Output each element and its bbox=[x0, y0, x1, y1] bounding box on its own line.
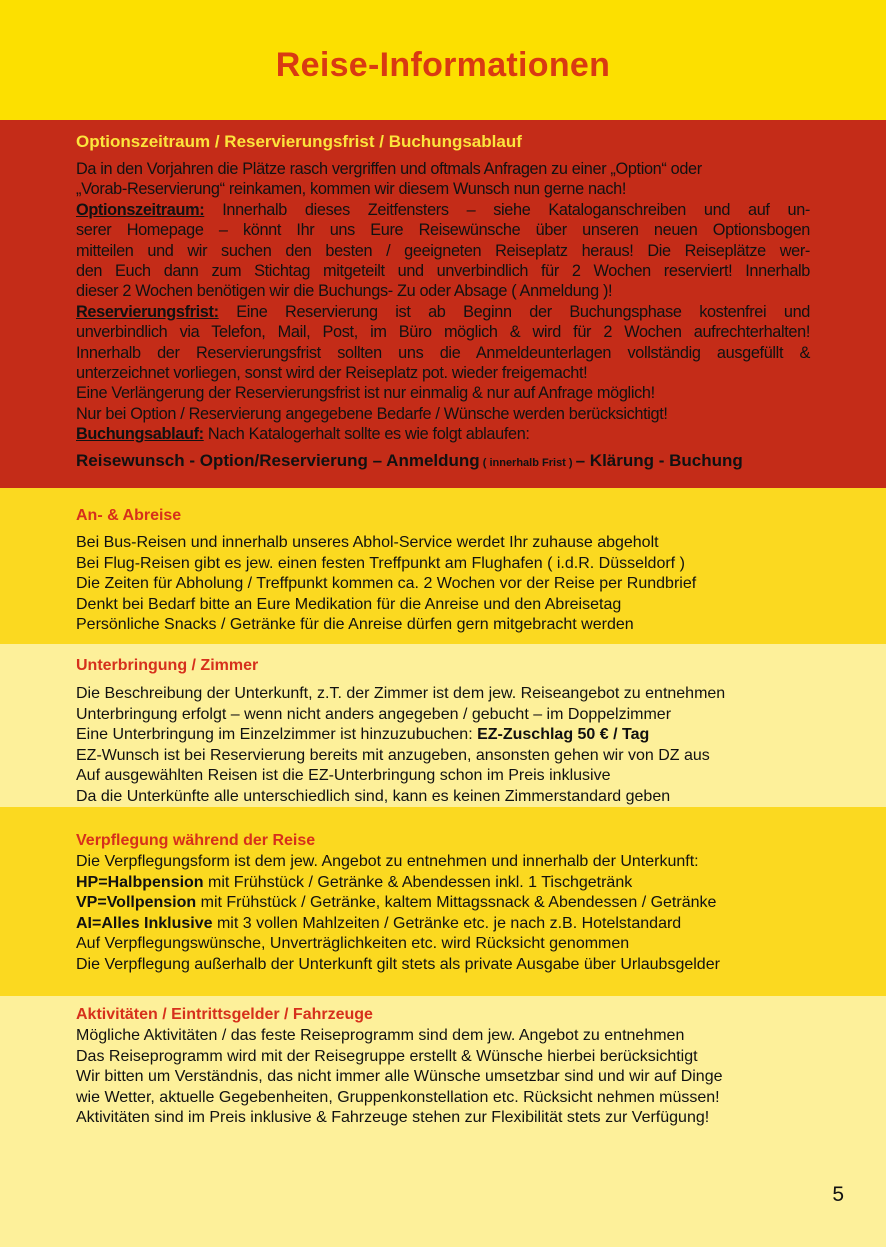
section-anreise bbox=[0, 488, 886, 644]
text-line: Auf Verpflegungswünsche, Unverträglichkeiten etc. wird Rücksicht genommen bbox=[76, 935, 630, 952]
section-verpflegung bbox=[0, 807, 886, 996]
text-line: Unterbringung erfolgt – wenn nicht anders angegeben / gebucht – im Doppelzimmer bbox=[76, 705, 672, 723]
text-line: Da die Unterkünfte alle unterschiedlich sind, kann es keinen Zimmerstandard geben bbox=[76, 787, 671, 805]
text-line: Bei Bus-Reisen und innerhalb unseres Abhol-Service werdet Ihr zuhause abgeholt bbox=[76, 534, 659, 551]
text-line: Innerhalb der Reservierungsfrist sollten uns die Anmeldeunterlagen vollständig ausgefüllt & bbox=[76, 343, 810, 362]
text-line: Die Beschreibung der Unterkunft, z.T. der Zimmer ist dem jew. Reiseangebot zu entnehmen bbox=[76, 685, 726, 702]
text-line: dieser 2 Wochen benötigen wir die Buchungs- Zu oder Absage ( Anmeldung )! bbox=[76, 282, 613, 301]
text-line: Die Zeiten für Abholung / Treffpunkt kommen ca. 2 Wochen vor der Reise per Rundbrief bbox=[76, 575, 697, 592]
text-line: Mögliche Aktivitäten / das feste Reiseprogramm sind dem jew. Angebot zu entnehmen bbox=[76, 1027, 685, 1044]
text-line: Wir bitten um Verständnis, das nicht immer alle Wünsche umsetzbar sind und wir auf Dinge bbox=[76, 1068, 723, 1085]
text-line: „Vorab-Reservierung“ reinkamen, kommen wir diesem Wunsch nun gerne nach! bbox=[76, 180, 627, 199]
text-line: den Euch dann zum Stichtag mitgeteilt und unverbindlich für 2 Wochen reserviert! Innerhalb bbox=[76, 262, 810, 281]
page-header bbox=[0, 0, 886, 120]
buchungsablauf-label: Buchungsablauf: bbox=[76, 425, 204, 444]
text-line: Denkt bei Bedarf bitte an Eure Medikation für die Anreise und den Abreisetag bbox=[76, 595, 622, 613]
text-line: Auf ausgewählten Reisen ist die EZ-Unterbringung schon im Preis inklusive bbox=[76, 767, 611, 784]
text-line: Bei Flug-Reisen gibt es jew. einen festen Treffpunkt am Flughafen ( i.d.R. Düsseldorf ) bbox=[76, 554, 685, 572]
text-line: Nur bei Option / Reservierung angegebene Bedarfe / Wünsche werden berücksichtigt! bbox=[76, 404, 668, 423]
page-title: Reise-Informationen bbox=[275, 46, 611, 84]
text-line: Eine Verlängerung der Reservierungsfrist ist nur einmalig & nur auf Anfrage möglich! bbox=[76, 384, 655, 403]
optionszeitraum-label: Optionszeitraum: bbox=[76, 200, 205, 219]
text-line: Buchungsablauf: Nach Katalogerhalt sollte es wie folgt ablaufen: bbox=[76, 425, 530, 444]
ez-zuschlag: EZ-Zuschlag 50 € / Tag bbox=[477, 726, 650, 743]
text-line: Persönliche Snacks / Getränke für die Anreise dürfen gern mitgebracht werden bbox=[76, 616, 634, 633]
text-line: unterzeichnet vorliegen, sonst wird der Reiseplatz pot. wieder freigemacht! bbox=[76, 364, 588, 383]
section-heading: Aktivitäten / Eintrittsgelder / Fahrzeuge bbox=[76, 1006, 373, 1023]
text-line: Aktivitäten sind im Preis inklusive & Fahrzeuge stehen zur Flexibilität stets zur Verfügung! bbox=[76, 1109, 710, 1126]
text-line: Da in den Vorjahren die Plätze rasch vergriffen und oftmals Anfragen zu einer „Option“ oder bbox=[76, 160, 702, 178]
booking-flow: Reisewunsch - Option/Reservierung – Anmeldung ( innerhalb Frist ) – Klärung - Buchung bbox=[76, 450, 743, 470]
section-heading: Verpflegung während der Reise bbox=[76, 832, 316, 849]
text-line: Eine Unterbringung im Einzelzimmer ist hinzuzubuchen: EZ-Zuschlag 50 € / Tag bbox=[76, 726, 650, 743]
text-line: AI=Alles Inklusive mit 3 vollen Mahlzeiten / Getränke etc. je nach z.B. Hotelstandard bbox=[76, 914, 682, 932]
text-line: VP=Vollpension mit Frühstück / Getränke, kaltem Mittagssnack & Abendessen / Getränke bbox=[76, 894, 717, 911]
text-line: Die Verpflegung außerhalb der Unterkunft gilt stets als private Ausgabe über Urlaubsgelder bbox=[76, 955, 720, 973]
section-aktivitaeten bbox=[0, 996, 886, 1247]
text-line: Die Verpflegungsform ist dem jew. Angebot zu entnehmen und innerhalb der Unterkunft: bbox=[76, 853, 699, 870]
text-line: Optionszeitraum: Innerhalb dieses Zeitfensters – siehe Kataloganschreiben und auf un- bbox=[76, 200, 810, 219]
section-heading: An- & Abreise bbox=[76, 507, 182, 524]
text-line: unverbindlich via Telefon, Mail, Post, im Büro möglich & wird für 2 Wochen aufrechterhalten! bbox=[76, 323, 810, 342]
section-unterkunft bbox=[0, 644, 886, 807]
text-line: wie Wetter, aktuelle Gegebenheiten, Gruppenkonstellation etc. Rücksicht nehmen müssen! bbox=[76, 1088, 720, 1106]
text-line: Reservierungsfrist: Eine Reservierung ist ab Beginn der Buchungsphase kostenfrei und bbox=[76, 302, 810, 321]
text-line: EZ-Wunsch ist bei Reservierung bereits mit anzugeben, ansonsten gehen wir von DZ aus bbox=[76, 746, 710, 764]
text-line: mitteilen und wir suchen den besten / geeigneten Reiseplatz heraus! Die Reiseplätze wer- bbox=[76, 241, 810, 260]
text-line: HP=Halbpension mit Frühstück / Getränke & Abendessen inkl. 1 Tischgetränk bbox=[76, 873, 633, 891]
section-heading: Unterbringung / Zimmer bbox=[76, 657, 259, 674]
section-heading: Optionszeitraum / Reservierungsfrist / Buchungsablauf bbox=[76, 132, 522, 151]
text-line: Das Reiseprogramm wird mit der Reisegruppe erstellt & Wünsche hierbei berücksichtigt bbox=[76, 1047, 698, 1065]
text-line: serer Homepage – könnt Ihr uns Eure Reisewünsche über unseren neuen Optionsbogen bbox=[76, 221, 810, 240]
reservierungsfrist-label: Reservierungsfrist: bbox=[76, 302, 219, 321]
section-option bbox=[0, 120, 886, 488]
page-number: 5 bbox=[832, 1183, 844, 1206]
